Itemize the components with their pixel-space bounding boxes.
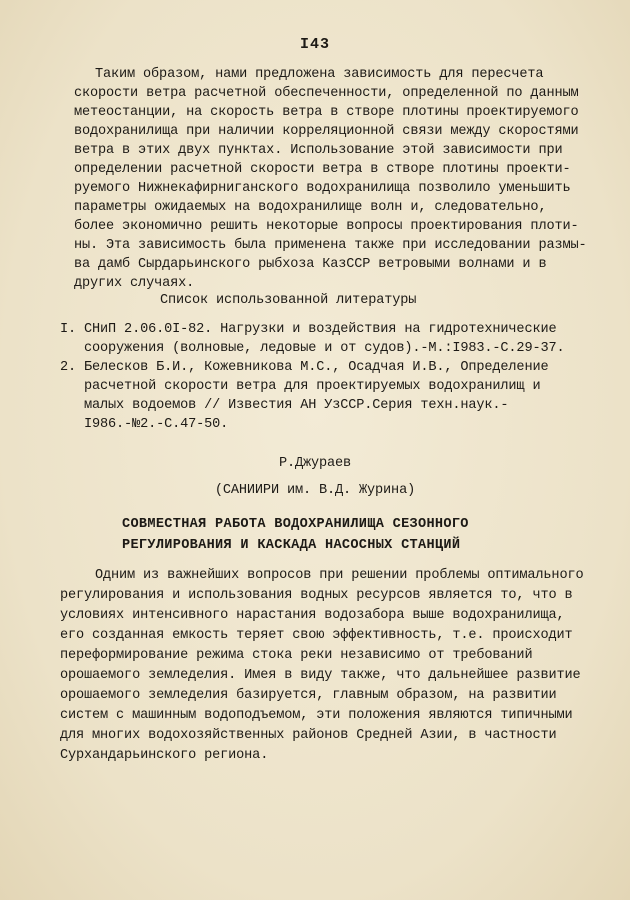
reference-line: малых водоемов // Известия АН УзССР.Серия техн.наук.- (60, 398, 509, 413)
text-line: регулирования и использования водных ресурсов является то, что в (60, 588, 573, 603)
text-line: более экономично решить некоторые вопросы проектирования плоти- (74, 219, 579, 234)
text-line: орошаемого земледелия. Имея в виду также, что дальнейшее развитие (60, 668, 581, 683)
reference-line: I. СНиП 2.06.0I-82. Нагрузки и воздействия на гидротехнические (60, 322, 557, 337)
page-number: I43 (299, 36, 330, 53)
references-heading: Список использованной литературы (160, 293, 417, 308)
author-name: Р.Джураев (278, 456, 352, 471)
text-line: его созданная емкость теряет свою эффективность, т.е. происходит (60, 628, 573, 643)
text-line: Таким образом, нами предложена зависимость для пересчета (95, 67, 544, 82)
text-line: орошаемого земледелия базируется, главным образом, на развитии (60, 688, 557, 703)
author-affiliation: (САНИИРИ им. В.Д. Журина) (214, 483, 416, 498)
text-line: Сурхандарьинского региона. (60, 748, 269, 763)
reference-line: 2. Белесков Б.И., Кожевникова М.С., Осадчая И.В., Определение (60, 360, 549, 375)
text-line: ны. Эта зависимость была применена также при исследовании размы- (74, 238, 587, 253)
text-line: Одним из важнейших вопросов при решении проблемы оптимального (95, 568, 584, 583)
text-line: для многих водохозяйственных районов Средней Азии, в частности (60, 728, 557, 743)
article-title-line: РЕГУЛИРОВАНИЯ И КАСКАДА НАСОСНЫХ СТАНЦИЙ (122, 538, 461, 553)
reference-line: сооружения (волновые, ледовые и от судов).-М.:I983.-С.29-37. (60, 341, 565, 356)
text-line: метеостанции, на скорость ветра в створе плотины проектируемого (74, 105, 579, 120)
text-line: ва дамб Сырдарьинского рыбхоза КазССР ветровыми волнами и в (74, 257, 547, 272)
reference-line: расчетной скорости ветра для проектируемых водохранилищ и (60, 379, 541, 394)
text-line: ветра в этих двух пунктах. Использование этой зависимости при (74, 143, 563, 158)
text-line: других случаях. (74, 276, 195, 291)
text-line: скорости ветра расчетной обеспеченности, определенной по данным (74, 86, 579, 101)
article-title-line: СОВМЕСТНАЯ РАБОТА ВОДОХРАНИЛИЩА СЕЗОННОГО (122, 517, 469, 532)
text-line: систем с машинным водоподъемом, эти положения являются типичными (60, 708, 573, 723)
text-line: параметры ожидаемых на водохранилище волн и, следовательно, (74, 200, 547, 215)
text-line: определении расчетной скорости ветра в створе плотины проекти- (74, 162, 571, 177)
reference-line: I986.-№2.-С.47-50. (60, 417, 229, 432)
text-line: водохранилища при наличии корреляционной связи между скоростями (74, 124, 579, 139)
text-line: переформирование режима стока реки независимо от требований (60, 648, 533, 663)
text-line: руемого Нижнекафирниганского водохранилища позволило уменьшить (74, 181, 571, 196)
text-line: условиях интенсивного нарастания водозабора выше водохранилища, (60, 608, 565, 623)
